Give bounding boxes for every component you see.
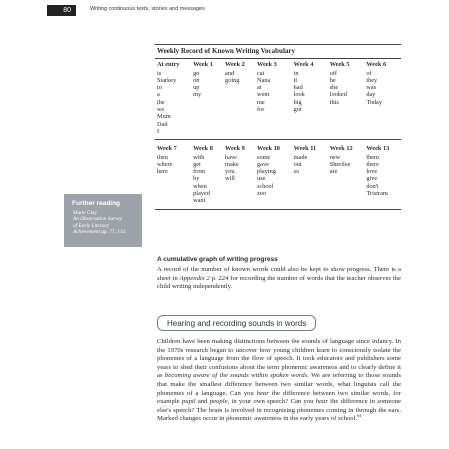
word-list-cell [255, 154, 292, 210]
column-header: At entry [157, 61, 180, 69]
text-run-italic: hear [315, 398, 328, 406]
vocab-word: from [193, 168, 206, 176]
running-head: Writing continuous texts, stories and messages [90, 6, 205, 12]
vocab-word: when [193, 182, 207, 190]
text-run: A record of the number of known words could also be kept to show progress. There is a sheet in [157, 266, 401, 282]
vocab-word: of [366, 69, 372, 77]
vocab-word: made [293, 153, 308, 161]
column-header: Week 10 [255, 140, 292, 154]
vocab-word: in [293, 69, 299, 77]
word-list-cell [292, 154, 328, 210]
vocab-word: looked [329, 91, 347, 99]
vocab-word: I [157, 127, 160, 135]
vocab-word: for [257, 106, 265, 114]
vocab-word: played [193, 190, 210, 198]
vocab-word: give [366, 175, 378, 183]
table-row [155, 154, 401, 210]
vocab-word: Today [366, 98, 382, 106]
word-list-cell [255, 70, 292, 140]
word-list-cell [155, 70, 191, 140]
reference-title: Achievement [73, 229, 101, 236]
text-run: and [195, 398, 210, 406]
vocab-word: new [329, 153, 341, 161]
word-list-cell [328, 154, 365, 210]
word-list-cell [364, 154, 401, 210]
vocab-word: Sherilee [329, 160, 351, 168]
vocab-word: had [293, 84, 303, 92]
table-title: Weekly Record of Known Writing Vocabulary [155, 45, 401, 59]
vocab-word: me [257, 98, 265, 106]
text-run-italic: Appendix 2 [179, 274, 210, 282]
word-list-cell [223, 70, 255, 140]
vocab-word: Dad [157, 120, 168, 128]
vocabulary-record-table [155, 44, 401, 210]
vocab-word: there [366, 160, 379, 168]
text-run: Children have been making distinctions between the sounds of language since infancy. In the 1970s research began to uncover how young children learn to consciously isolate the phonemes of a language from the flow of speech. It took educators and publishers some years to shed their confusions about the term phonemic awareness and to clearly define it as [157, 338, 401, 380]
table-row [155, 70, 401, 140]
column-header: Week 5 [329, 61, 350, 69]
vocab-word: gave [257, 160, 269, 168]
text-run-italic: becoming aware of the sounds within spoken words [164, 372, 308, 380]
vocab-word: going [225, 76, 240, 84]
vocab-word: use [257, 175, 266, 183]
column-header: Week 11 [292, 140, 328, 154]
column-header: Week 9 [223, 140, 255, 154]
further-reading-box [64, 194, 142, 247]
text-run-italic: hear [256, 389, 269, 397]
word-list-cell [155, 154, 191, 210]
vocab-word: at [257, 84, 262, 92]
vocab-word: look [293, 91, 305, 99]
vocab-word: you [225, 168, 235, 176]
vocab-word: by [193, 175, 200, 183]
column-header: Week 1 [193, 61, 213, 69]
footnote-marker: 64 [357, 413, 362, 419]
vocab-word: where [157, 160, 173, 168]
vocab-word: my [193, 91, 202, 99]
vocab-word: a [157, 91, 160, 99]
word-list-cell [328, 70, 365, 140]
vocab-word: Starkey [157, 76, 177, 84]
reference-title: An Observation Survey [73, 216, 123, 223]
vocab-word: and [225, 69, 235, 77]
section-heading-box [157, 315, 316, 331]
vocab-word: school [257, 182, 274, 190]
word-list-cell [292, 70, 328, 140]
column-header: Week 6 [366, 61, 387, 69]
text-run: . We are referring to those sounds that make the smallest difference between two similar words, what linguists call the phonemes of a language. Can you [157, 372, 401, 397]
reference-title: of Early Literacy [73, 222, 110, 229]
vocab-word: was [366, 84, 377, 92]
body-paragraph [157, 266, 401, 292]
vocab-word: day [366, 91, 376, 99]
vocab-word: to [157, 84, 162, 92]
text-run: the difference in someone else's speech? The brain is involved in recognising phonemes coming in through the ears. Marked changes occur in phonemic awareness in the early years of school. [157, 398, 402, 423]
vocab-word: it [293, 76, 298, 84]
column-header: Week 2 [225, 61, 245, 69]
vocab-word: went [257, 91, 270, 99]
vocab-word: is [157, 69, 162, 77]
vocab-word: playing [257, 168, 276, 176]
column-header: Week 8 [191, 140, 223, 154]
vocab-word: don't [366, 182, 379, 190]
vocab-word: have [225, 153, 237, 161]
sidebar-reference [73, 210, 139, 236]
vocab-word: big [293, 98, 302, 106]
vocab-word: got [293, 106, 302, 114]
vocab-word: want [193, 197, 206, 205]
vocab-word: so [293, 168, 300, 176]
page-number: 80 [47, 5, 76, 16]
table-header-row [155, 59, 401, 70]
text-run-italic: pupil [181, 398, 196, 406]
vocab-word: out [293, 160, 302, 168]
column-header: Week 3 [257, 61, 277, 69]
vocab-word: Mum [157, 113, 171, 121]
column-header: Week 4 [293, 61, 314, 69]
vocab-word: here [157, 168, 168, 176]
vocab-word: cat [257, 69, 265, 77]
word-list-cell [364, 70, 401, 140]
section-heading: A cumulative graph of writing progress [157, 256, 278, 263]
vocab-word: we [157, 106, 165, 114]
vocab-word: off [329, 69, 337, 77]
vocab-word: zoo [257, 190, 267, 198]
vocab-word: the [157, 98, 165, 106]
vocab-word: them [366, 153, 379, 161]
vocab-word: she [329, 84, 339, 92]
vocab-word: love [366, 168, 378, 176]
vocab-word: up [193, 84, 200, 92]
vocab-word: this [329, 98, 339, 106]
reference-pages: pp. 77, 113. [101, 229, 127, 236]
reference-author: Marie Clay [73, 210, 97, 216]
word-list-cell [191, 70, 223, 140]
vocab-word: with [193, 153, 205, 161]
vocab-word: get [193, 160, 201, 168]
vocab-word: they [366, 76, 378, 84]
vocab-word: make [225, 160, 239, 168]
vocab-word: then [157, 153, 168, 161]
column-header: Week 13 [364, 140, 401, 154]
word-list-cell [223, 154, 255, 210]
vocab-word: some [257, 153, 271, 161]
vocab-word: will [225, 175, 235, 183]
vocab-word: he [329, 76, 336, 84]
text-run: the difference between two similar words, for example [157, 389, 401, 406]
sidebar-heading: Further reading [72, 200, 121, 207]
column-header: Week 12 [328, 140, 365, 154]
vocab-word: are [329, 168, 338, 176]
word-list-cell [191, 154, 223, 210]
vocab-word: go [193, 69, 200, 77]
vocab-word: Nana [257, 76, 271, 84]
text-run: p. 224 for recording the number of words that the teacher observes the child writing independently. [157, 274, 401, 291]
section-heading: Hearing and recording sounds in words [167, 319, 307, 328]
table-header-row [155, 140, 401, 154]
body-paragraph [157, 338, 401, 424]
text-run: , in your own speech? Can you [227, 398, 316, 406]
text-run-italic: people [209, 398, 228, 406]
column-header: Week 7 [155, 140, 191, 154]
vocab-word: Tristram [366, 190, 388, 198]
vocab-word: on [193, 76, 200, 84]
